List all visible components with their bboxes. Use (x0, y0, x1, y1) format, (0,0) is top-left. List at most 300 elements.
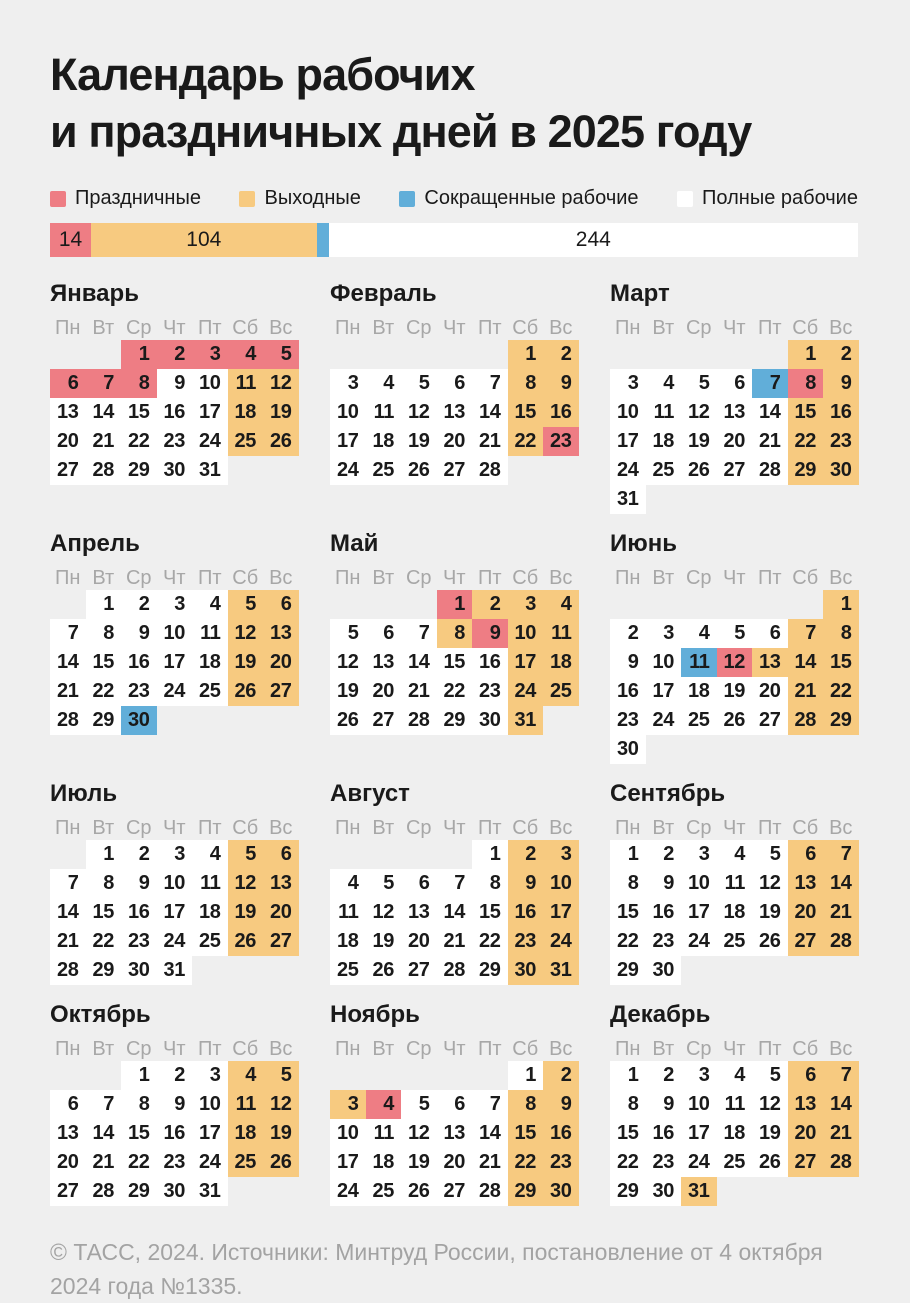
day-cell-weekend: 15 (823, 648, 859, 677)
day-cell-work: 4 (192, 590, 228, 619)
day-cell-short: 11 (681, 648, 717, 677)
day-cell-work: 17 (646, 677, 682, 706)
day-cell-work: 19 (752, 898, 788, 927)
day-cell-work: 14 (401, 648, 437, 677)
day-cell-work: 1 (86, 590, 122, 619)
day-cell-work: 22 (121, 1148, 157, 1177)
day-cell-work: 19 (401, 427, 437, 456)
days-grid (330, 1061, 579, 1206)
day-cell-work: 16 (610, 677, 646, 706)
day-cell-work: 24 (646, 706, 682, 735)
day-cell-weekend: 13 (788, 1090, 824, 1119)
day-cell-weekend: 21 (823, 898, 859, 927)
empty-cell (646, 590, 682, 619)
day-cell-work: 21 (752, 427, 788, 456)
day-cell-weekend: 20 (263, 648, 299, 677)
day-cell-weekend: 19 (263, 398, 299, 427)
legend (50, 187, 858, 210)
day-cell-work: 6 (401, 869, 437, 898)
empty-cell (330, 590, 366, 619)
day-cell-work: 29 (121, 456, 157, 485)
weekday-label: Сб (792, 316, 819, 339)
day-cell-weekend: 13 (752, 648, 788, 677)
weekday-label: Ср (685, 566, 712, 589)
weekday-label: Пн (335, 316, 361, 339)
day-cell-work: 31 (192, 1177, 228, 1206)
day-cell-work: 24 (610, 456, 646, 485)
day-cell-weekend: 17 (543, 898, 579, 927)
day-cell-work: 20 (50, 1148, 86, 1177)
day-cell-weekend: 7 (823, 1061, 859, 1090)
day-cell-weekend: 29 (508, 1177, 544, 1206)
day-cell-work: 15 (472, 898, 508, 927)
day-cell-work: 21 (50, 927, 86, 956)
day-cell-work: 8 (121, 1090, 157, 1119)
day-count-stacked-bar (50, 223, 858, 257)
weekday-label: Сб (232, 566, 259, 589)
weekday-label: Сб (792, 566, 819, 589)
day-cell-work: 30 (610, 735, 646, 764)
empty-cell (752, 340, 788, 369)
day-cell-work: 19 (717, 677, 753, 706)
weekday-label: Пт (197, 1037, 222, 1060)
legend-swatch-short (399, 191, 415, 207)
day-cell-weekend: 12 (228, 869, 264, 898)
weekday-label: Вт (372, 566, 395, 589)
day-cell-weekend: 9 (543, 1090, 579, 1119)
empty-cell (366, 840, 402, 869)
day-cell-holiday: 6 (50, 369, 86, 398)
month-block-6 (610, 529, 859, 764)
day-cell-holiday: 2 (157, 340, 193, 369)
day-cell-weekend: 24 (543, 927, 579, 956)
month-block-7 (50, 779, 299, 985)
weekday-label: Пт (477, 816, 502, 839)
day-cell-holiday: 8 (121, 369, 157, 398)
day-cell-work: 27 (50, 1177, 86, 1206)
day-cell-work: 22 (437, 677, 473, 706)
day-cell-weekend: 14 (823, 1090, 859, 1119)
weekday-label: Пн (615, 816, 641, 839)
month-title: Октябрь (50, 1001, 151, 1028)
empty-cell (437, 1061, 473, 1090)
day-cell-work: 15 (86, 898, 122, 927)
day-cell-holiday: 5 (263, 340, 299, 369)
day-cell-work: 16 (646, 1119, 682, 1148)
days-grid (610, 590, 859, 764)
day-cell-weekend: 7 (788, 619, 824, 648)
day-cell-work: 19 (366, 927, 402, 956)
day-cell-work: 26 (717, 706, 753, 735)
day-cell-work: 5 (752, 1061, 788, 1090)
days-grid (610, 340, 859, 514)
day-cell-weekend: 13 (788, 869, 824, 898)
day-cell-weekend: 5 (263, 1061, 299, 1090)
day-cell-work: 19 (330, 677, 366, 706)
days-grid (330, 590, 579, 735)
day-cell-weekend: 6 (788, 840, 824, 869)
day-cell-work: 11 (192, 619, 228, 648)
day-cell-work: 7 (401, 619, 437, 648)
empty-cell (646, 340, 682, 369)
weekday-label: Пн (615, 566, 641, 589)
month-block-1 (50, 279, 299, 485)
day-cell-work: 23 (157, 427, 193, 456)
empty-cell (86, 1061, 122, 1090)
weekday-label: Сб (792, 816, 819, 839)
day-cell-weekend: 5 (228, 840, 264, 869)
day-cell-work: 15 (610, 1119, 646, 1148)
day-cell-work: 11 (366, 1119, 402, 1148)
day-cell-work: 31 (157, 956, 193, 985)
day-cell-weekend: 10 (543, 869, 579, 898)
weekday-label: Пт (477, 566, 502, 589)
day-cell-weekend: 21 (788, 677, 824, 706)
day-cell-work: 14 (752, 398, 788, 427)
legend-item-weekend (239, 187, 360, 210)
weekday-label: Сб (792, 1037, 819, 1060)
empty-cell (366, 1061, 402, 1090)
empty-cell (401, 340, 437, 369)
day-cell-work: 25 (646, 456, 682, 485)
day-cell-weekend: 16 (543, 1119, 579, 1148)
day-cell-work: 28 (86, 1177, 122, 1206)
weekday-label: Ср (685, 316, 712, 339)
day-cell-weekend: 3 (330, 1090, 366, 1119)
day-cell-work: 21 (401, 677, 437, 706)
weekday-label: Вс (829, 316, 853, 339)
day-cell-work: 7 (437, 869, 473, 898)
day-cell-weekend: 22 (788, 427, 824, 456)
month-block-8 (330, 779, 579, 985)
legend-label-work: Полные рабочие (702, 187, 858, 209)
weekday-label: Вт (372, 316, 395, 339)
day-cell-weekend: 20 (263, 898, 299, 927)
day-cell-work: 9 (646, 869, 682, 898)
month-title: Март (610, 280, 670, 307)
weekday-label: Вс (829, 1037, 853, 1060)
day-cell-work: 18 (192, 898, 228, 927)
day-cell-weekend: 26 (228, 927, 264, 956)
day-cell-work: 13 (50, 1119, 86, 1148)
weekday-label: Ср (405, 816, 432, 839)
day-cell-weekend: 19 (228, 898, 264, 927)
day-cell-weekend: 3 (508, 590, 544, 619)
day-cell-work: 27 (50, 456, 86, 485)
day-cell-work: 20 (50, 427, 86, 456)
weekday-label: Вс (269, 316, 293, 339)
day-cell-weekend: 8 (823, 619, 859, 648)
day-cell-work: 27 (401, 956, 437, 985)
day-cell-work: 24 (157, 677, 193, 706)
day-cell-work: 31 (192, 456, 228, 485)
empty-cell (50, 1061, 86, 1090)
day-cell-work: 3 (330, 369, 366, 398)
weekday-label: Пн (615, 1037, 641, 1060)
day-cell-work: 1 (472, 840, 508, 869)
day-cell-work: 2 (121, 840, 157, 869)
day-cell-work: 9 (121, 869, 157, 898)
day-cell-work: 13 (50, 398, 86, 427)
day-cell-work: 6 (717, 369, 753, 398)
day-cell-weekend: 27 (788, 1148, 824, 1177)
day-cell-work: 7 (50, 619, 86, 648)
day-cell-weekend: 26 (228, 677, 264, 706)
weekday-label: Чт (723, 816, 746, 839)
day-cell-work: 9 (646, 1090, 682, 1119)
day-cell-work: 20 (717, 427, 753, 456)
day-cell-work: 17 (610, 427, 646, 456)
day-cell-weekend: 22 (508, 1148, 544, 1177)
weekday-label: Вс (549, 816, 573, 839)
day-cell-work: 3 (192, 1061, 228, 1090)
day-cell-weekend: 25 (228, 1148, 264, 1177)
day-cell-work: 1 (121, 1061, 157, 1090)
weekday-label: Вс (549, 316, 573, 339)
weekday-label: Чт (443, 316, 466, 339)
weekday-label: Ср (685, 1037, 712, 1060)
day-cell-weekend: 29 (788, 456, 824, 485)
legend-swatch-work (677, 191, 693, 207)
weekday-label: Чт (163, 316, 186, 339)
day-cell-work: 12 (330, 648, 366, 677)
weekday-label: Вт (652, 816, 675, 839)
day-cell-weekend: 19 (228, 648, 264, 677)
legend-label-short: Сокращенные рабочие (424, 187, 639, 209)
day-cell-work: 27 (366, 706, 402, 735)
day-cell-work: 15 (86, 648, 122, 677)
day-cell-work: 10 (681, 869, 717, 898)
day-cell-work: 15 (121, 1119, 157, 1148)
day-cell-weekend: 12 (263, 1090, 299, 1119)
day-cell-work: 17 (330, 1148, 366, 1177)
weekday-label: Вс (269, 816, 293, 839)
page-title-line2: и праздничных дней в 2025 году (50, 106, 752, 157)
day-cell-weekend: 8 (508, 1090, 544, 1119)
weekday-label: Сб (512, 316, 539, 339)
empty-cell (437, 340, 473, 369)
day-cell-work: 6 (752, 619, 788, 648)
day-cell-weekend: 31 (508, 706, 544, 735)
day-cell-weekend: 11 (228, 1090, 264, 1119)
day-cell-work: 18 (366, 1148, 402, 1177)
day-cell-work: 5 (401, 369, 437, 398)
day-cell-work: 25 (681, 706, 717, 735)
day-cell-work: 24 (330, 1177, 366, 1206)
day-cell-work: 30 (646, 1177, 682, 1206)
weekday-label: Ср (125, 566, 152, 589)
day-cell-work: 25 (717, 1148, 753, 1177)
weekday-label: Вс (549, 566, 573, 589)
day-cell-work: 6 (50, 1090, 86, 1119)
day-cell-weekend: 23 (508, 927, 544, 956)
weekday-label: Чт (443, 566, 466, 589)
day-cell-work: 9 (121, 619, 157, 648)
day-cell-work: 10 (330, 398, 366, 427)
day-cell-work: 29 (437, 706, 473, 735)
day-cell-work: 17 (157, 898, 193, 927)
day-cell-work: 24 (681, 1148, 717, 1177)
month-title: Декабрь (610, 1001, 711, 1028)
day-cell-work: 26 (401, 456, 437, 485)
weekday-label: Пт (757, 316, 782, 339)
day-cell-work: 14 (50, 648, 86, 677)
weekday-label: Вт (92, 566, 115, 589)
day-cell-work: 23 (610, 706, 646, 735)
day-cell-holiday: 1 (437, 590, 473, 619)
day-cell-work: 28 (752, 456, 788, 485)
day-cell-work: 12 (752, 869, 788, 898)
days-grid (610, 840, 859, 985)
day-cell-weekend: 8 (437, 619, 473, 648)
day-cell-work: 15 (121, 398, 157, 427)
day-cell-work: 30 (646, 956, 682, 985)
day-cell-weekend: 2 (508, 840, 544, 869)
weekday-label: Пт (197, 316, 222, 339)
empty-cell (366, 590, 402, 619)
weekday-label: Вт (372, 1037, 395, 1060)
weekday-label: Пн (335, 816, 361, 839)
bar-segment-work (329, 223, 858, 257)
day-cell-work: 29 (121, 1177, 157, 1206)
day-cell-weekend: 12 (228, 619, 264, 648)
day-cell-work: 23 (121, 927, 157, 956)
weekday-label: Пт (477, 1037, 502, 1060)
day-cell-work: 4 (330, 869, 366, 898)
day-cell-work: 3 (157, 840, 193, 869)
day-cell-holiday: 7 (86, 369, 122, 398)
day-cell-work: 25 (192, 927, 228, 956)
day-cell-work: 18 (192, 648, 228, 677)
day-cell-work: 10 (681, 1090, 717, 1119)
day-cell-weekend: 18 (228, 1119, 264, 1148)
empty-cell (86, 340, 122, 369)
empty-cell (717, 590, 753, 619)
day-cell-work: 14 (86, 1119, 122, 1148)
day-cell-work: 28 (472, 456, 508, 485)
day-cell-work: 30 (157, 1177, 193, 1206)
day-cell-work: 21 (472, 427, 508, 456)
empty-cell (366, 340, 402, 369)
weekday-row (610, 1037, 859, 1061)
weekday-row (330, 816, 579, 840)
day-cell-work: 21 (472, 1148, 508, 1177)
day-cell-work: 14 (472, 398, 508, 427)
day-cell-work: 5 (401, 1090, 437, 1119)
day-cell-work: 4 (192, 840, 228, 869)
day-cell-weekend: 21 (823, 1119, 859, 1148)
day-cell-work: 11 (366, 398, 402, 427)
day-cell-work: 23 (646, 1148, 682, 1177)
day-cell-weekend: 15 (508, 398, 544, 427)
day-cell-work: 12 (752, 1090, 788, 1119)
day-cell-work: 20 (437, 427, 473, 456)
day-cell-work: 19 (752, 1119, 788, 1148)
day-cell-weekend: 10 (508, 619, 544, 648)
day-cell-work: 21 (437, 927, 473, 956)
day-cell-work: 28 (50, 706, 86, 735)
weekday-label: Пт (477, 316, 502, 339)
empty-cell (401, 590, 437, 619)
legend-item-work (677, 187, 858, 210)
day-cell-work: 10 (157, 619, 193, 648)
day-cell-weekend: 6 (263, 840, 299, 869)
day-cell-holiday: 12 (717, 648, 753, 677)
day-cell-work: 10 (646, 648, 682, 677)
day-cell-work: 21 (86, 427, 122, 456)
day-cell-work: 3 (610, 369, 646, 398)
day-cell-work: 20 (401, 927, 437, 956)
month-block-11 (330, 1000, 579, 1206)
weekday-label: Чт (443, 816, 466, 839)
weekday-label: Пт (757, 816, 782, 839)
day-cell-work: 26 (366, 956, 402, 985)
day-cell-weekend: 9 (823, 369, 859, 398)
weekday-label: Сб (512, 566, 539, 589)
day-cell-weekend: 23 (543, 1148, 579, 1177)
weekday-label: Вт (652, 1037, 675, 1060)
day-cell-work: 3 (681, 840, 717, 869)
day-cell-weekend: 16 (508, 898, 544, 927)
day-cell-work: 7 (472, 1090, 508, 1119)
day-cell-work: 12 (401, 398, 437, 427)
days-grid (330, 840, 579, 985)
day-cell-work: 6 (366, 619, 402, 648)
day-cell-weekend: 13 (263, 869, 299, 898)
empty-cell (717, 340, 753, 369)
day-cell-work: 1 (610, 840, 646, 869)
weekday-row (330, 1037, 579, 1061)
day-cell-work: 1 (508, 1061, 544, 1090)
legend-item-short (399, 187, 638, 210)
day-cell-work: 11 (192, 869, 228, 898)
month-title: Июнь (610, 530, 677, 557)
day-cell-work: 4 (681, 619, 717, 648)
days-grid (50, 340, 299, 485)
weekday-label: Ср (125, 816, 152, 839)
day-cell-weekend: 16 (823, 398, 859, 427)
month-block-12 (610, 1000, 859, 1206)
day-cell-work: 22 (86, 677, 122, 706)
day-cell-work: 26 (752, 1148, 788, 1177)
day-cell-work: 4 (646, 369, 682, 398)
day-cell-weekend: 30 (543, 1177, 579, 1206)
day-cell-weekend: 2 (543, 340, 579, 369)
day-cell-work: 20 (752, 677, 788, 706)
day-cell-work: 2 (610, 619, 646, 648)
weekday-label: Вт (652, 316, 675, 339)
month-title: Ноябрь (330, 1001, 420, 1028)
day-cell-work: 9 (157, 1090, 193, 1119)
day-cell-weekend: 14 (823, 869, 859, 898)
page-title-line1: Календарь рабочих (50, 49, 475, 100)
day-cell-work: 27 (437, 1177, 473, 1206)
weekday-label: Сб (512, 1037, 539, 1060)
day-cell-work: 3 (157, 590, 193, 619)
day-cell-work: 23 (121, 677, 157, 706)
day-cell-work: 9 (610, 648, 646, 677)
day-cell-work: 30 (157, 456, 193, 485)
weekday-label: Ср (125, 316, 152, 339)
day-cell-weekend: 15 (508, 1119, 544, 1148)
days-grid (610, 1061, 859, 1206)
weekday-label: Чт (723, 566, 746, 589)
day-cell-work: 26 (752, 927, 788, 956)
day-cell-work: 29 (610, 1177, 646, 1206)
day-cell-weekend: 27 (788, 927, 824, 956)
day-cell-work: 25 (330, 956, 366, 985)
day-cell-work: 7 (50, 869, 86, 898)
